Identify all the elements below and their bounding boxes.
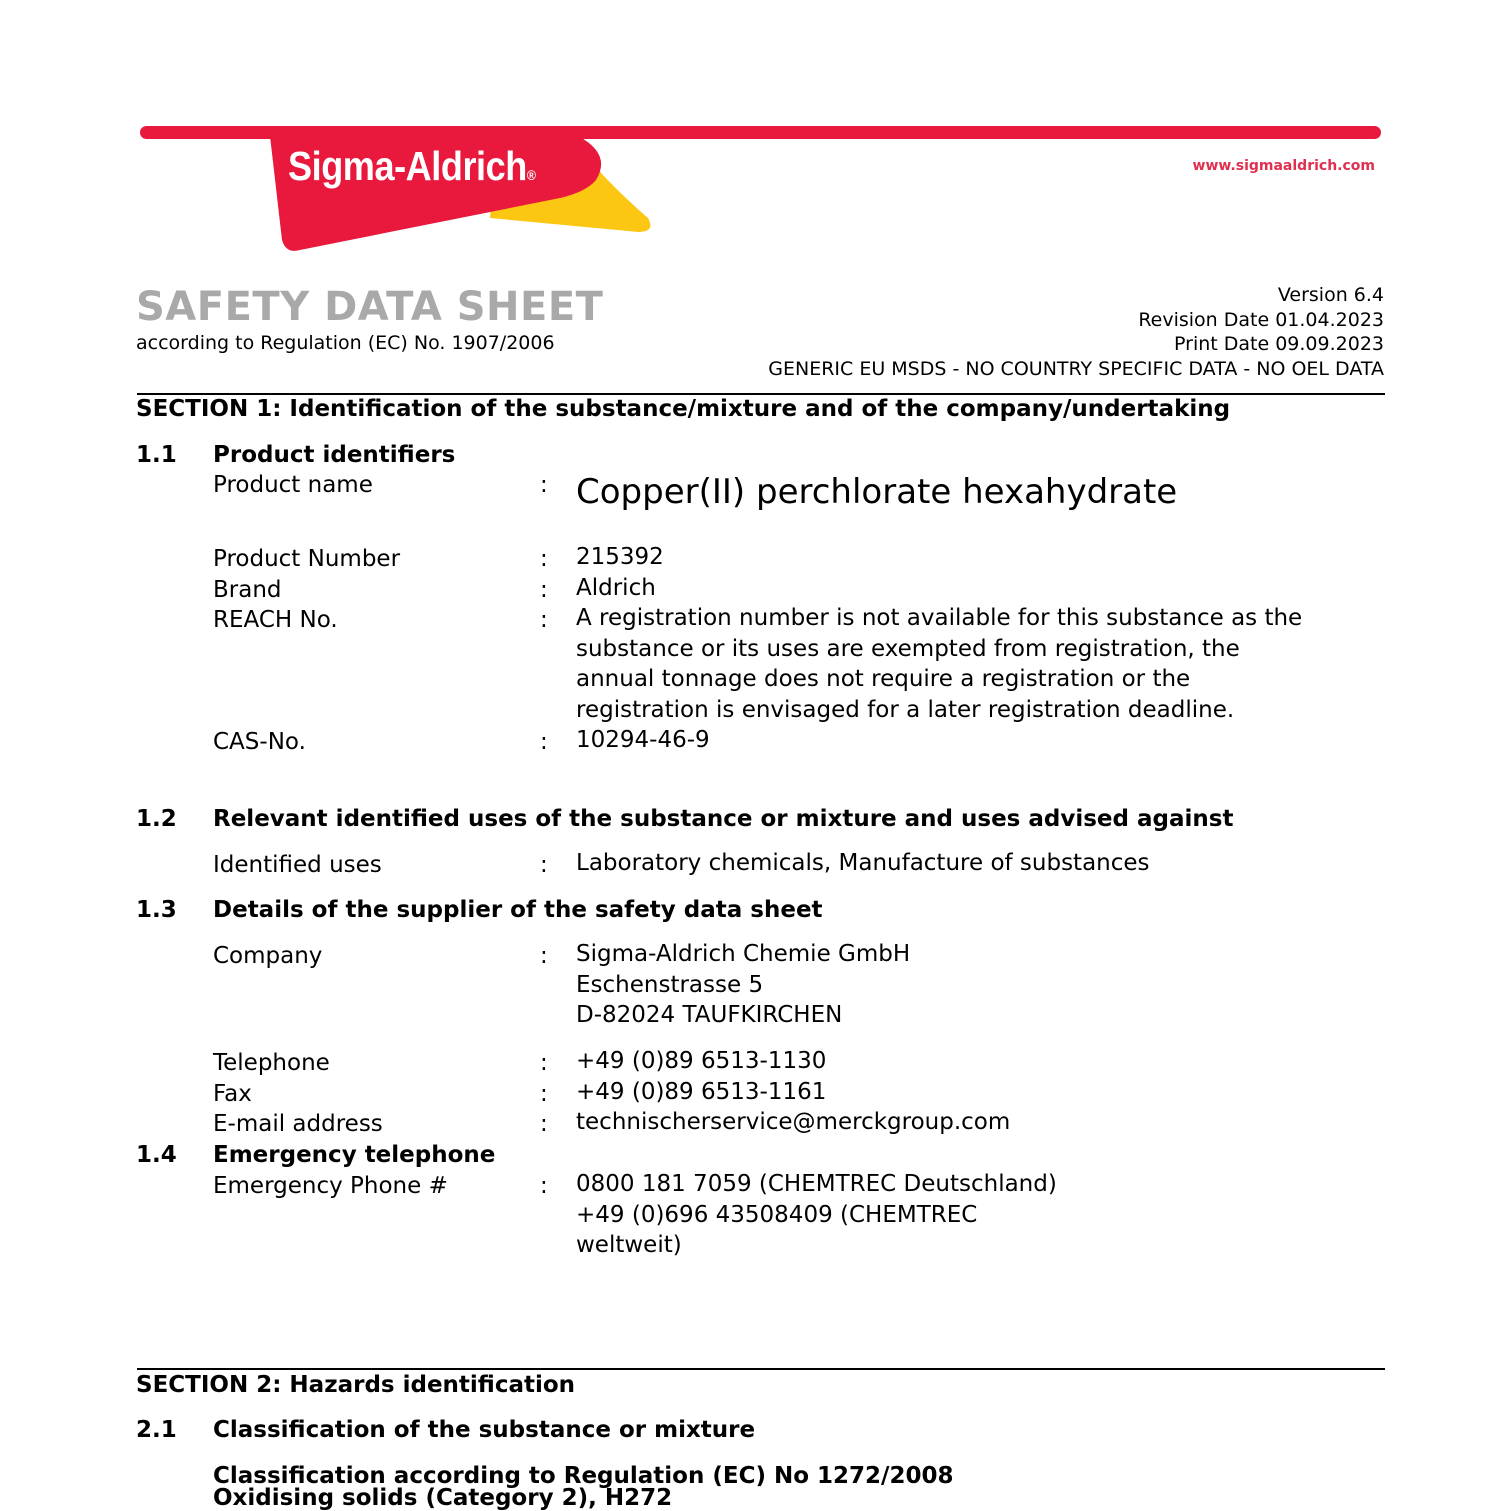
- separator: :: [540, 607, 548, 633]
- classification-partial-line: Oxidising solids (Category 2), H272: [213, 1485, 673, 1511]
- revision-date: Revision Date 01.04.2023: [1138, 308, 1384, 331]
- identified-uses-label: Identified uses: [213, 852, 382, 878]
- company-line: Eschenstrasse 5: [576, 971, 764, 998]
- section-divider: [137, 1368, 1385, 1370]
- generic-note: GENERIC EU MSDS - NO COUNTRY SPECIFIC DATA - NO OEL DATA: [768, 357, 1384, 380]
- reach-line: annual tonnage does not require a registration or the: [576, 666, 1191, 693]
- separator: :: [540, 1111, 548, 1137]
- cas-value: 10294-46-9: [576, 727, 710, 753]
- subsection-number: 1.2: [136, 806, 177, 832]
- website-url[interactable]: www.sigmaaldrich.com: [1192, 158, 1375, 174]
- reach-line: registration is envisaged for a later registration deadline.: [576, 696, 1235, 723]
- separator: :: [540, 1081, 548, 1107]
- document-title: SAFETY DATA SHEET: [136, 284, 604, 330]
- separator: :: [540, 1173, 548, 1199]
- brand-value: Aldrich: [576, 575, 656, 601]
- print-date: Print Date 09.09.2023: [1174, 333, 1384, 355]
- subsection-number: 1.1: [136, 442, 177, 468]
- section-1-heading: SECTION 1: Identification of the substance/mixture and of the company/undertaking: [136, 396, 1231, 422]
- subsection-number: 1.4: [136, 1142, 177, 1168]
- subsection-title: Relevant identified uses of the substance or mixture and uses advised against: [213, 806, 1234, 832]
- cas-label: CAS-No.: [213, 729, 306, 755]
- separator: :: [540, 729, 548, 755]
- product-number-value: 215392: [576, 544, 664, 570]
- separator: :: [540, 472, 548, 498]
- emergency-phone-line: +49 (0)696 43508409 (CHEMTREC: [576, 1201, 978, 1228]
- reach-line: A registration number is not available for this substance as the: [576, 605, 1303, 631]
- subsection-title: Details of the supplier of the safety data sheet: [213, 897, 823, 923]
- subsection-title: Emergency telephone: [213, 1142, 496, 1168]
- telephone-value: +49 (0)89 6513-1130: [576, 1048, 827, 1074]
- emergency-phone-label: Emergency Phone #: [213, 1173, 448, 1199]
- separator: :: [540, 943, 548, 969]
- document-meta: [768, 283, 1384, 381]
- classification-subtitle: Classification according to Regulation (EC) No 1272/2008: [213, 1463, 954, 1489]
- emergency-phone-line: 0800 181 7059 (CHEMTREC Deutschland): [576, 1171, 1057, 1197]
- separator: :: [540, 546, 548, 572]
- emergency-phone-value: [576, 1169, 1057, 1261]
- telephone-label: Telephone: [213, 1050, 330, 1076]
- subsection-title: Product identifiers: [213, 442, 456, 468]
- company-value: [576, 939, 910, 1031]
- version: Version 6.4: [1277, 284, 1384, 306]
- logo-text: Sigma-Aldrich®: [288, 143, 536, 189]
- reach-label: REACH No.: [213, 607, 338, 633]
- product-name-label: Product name: [213, 472, 373, 498]
- product-number-label: Product Number: [213, 546, 401, 572]
- document-subtitle: according to Regulation (EC) No. 1907/2006: [136, 332, 555, 354]
- reach-line: substance or its uses are exempted from registration, the: [576, 635, 1240, 662]
- section-divider: [137, 393, 1385, 395]
- subsection-number: 2.1: [136, 1417, 177, 1443]
- reach-value: [576, 603, 1302, 725]
- product-name-value: Copper(II) perchlorate hexahydrate: [576, 472, 1178, 512]
- separator: :: [540, 852, 548, 878]
- separator: :: [540, 577, 548, 603]
- separator: :: [540, 1050, 548, 1076]
- company-line: D-82024 TAUFKIRCHEN: [576, 1002, 843, 1029]
- emergency-phone-line: weltweit): [576, 1232, 682, 1259]
- identified-uses-value: Laboratory chemicals, Manufacture of substances: [576, 850, 1150, 876]
- fax-value: +49 (0)89 6513-1161: [576, 1079, 827, 1105]
- email-label: E-mail address: [213, 1111, 383, 1137]
- subsection-number: 1.3: [136, 897, 177, 923]
- fax-label: Fax: [213, 1081, 252, 1107]
- brand-label: Brand: [213, 577, 282, 603]
- company-line: Sigma-Aldrich Chemie GmbH: [576, 941, 911, 967]
- section-2-heading: SECTION 2: Hazards identification: [136, 1372, 576, 1398]
- subsection-title: Classification of the substance or mixture: [213, 1417, 756, 1443]
- email-value[interactable]: technischerservice@merckgroup.com: [576, 1109, 1011, 1135]
- company-label: Company: [213, 943, 323, 969]
